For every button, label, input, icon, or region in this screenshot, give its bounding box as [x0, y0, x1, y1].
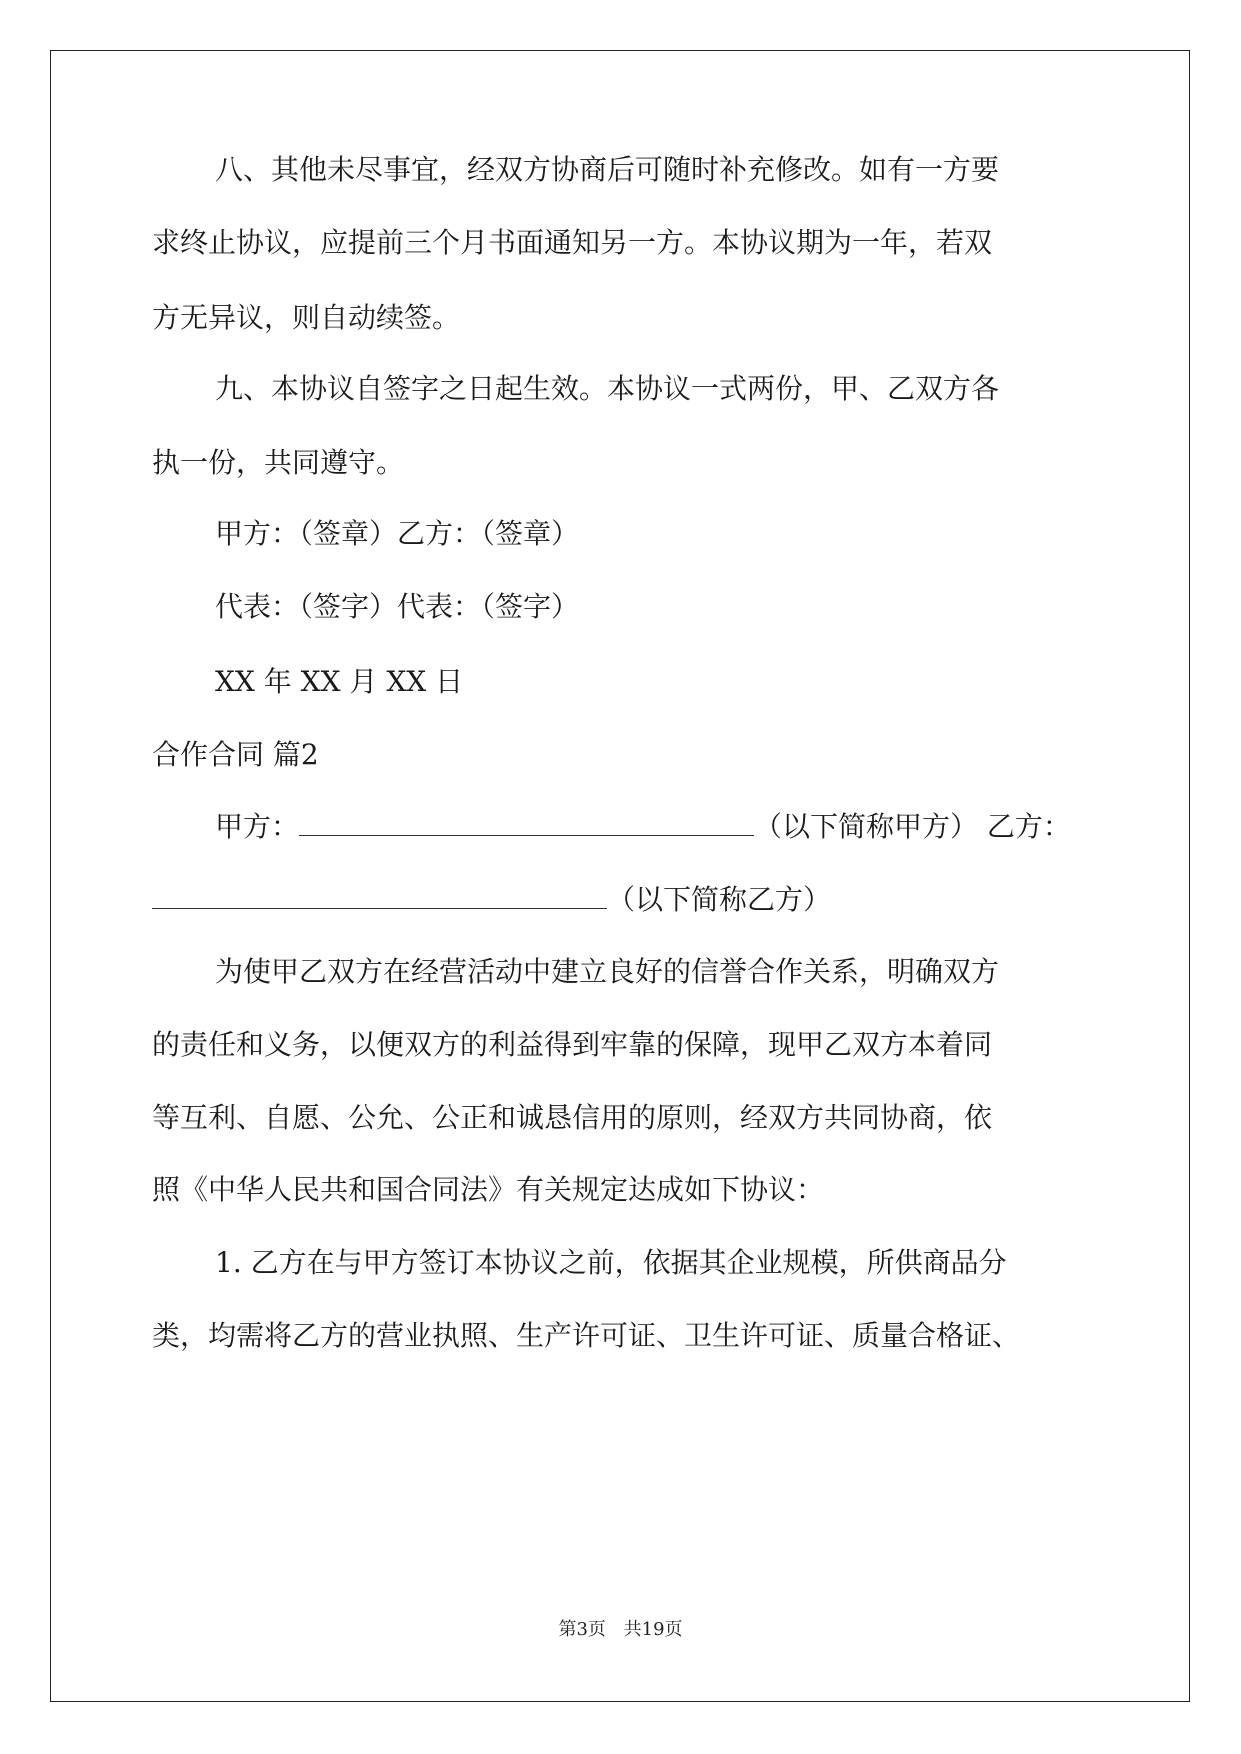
party-a-blank[interactable]: [299, 813, 754, 836]
party-a-line: [215, 807, 1071, 847]
paragraph-line: 等互利、自愿、公允、公正和诚恳信用的原则，经双方共同协商，依: [152, 1101, 993, 1134]
page-total: 共19页: [623, 1619, 683, 1640]
page-footer: [0, 1615, 1241, 1641]
page-number: 第3页: [558, 1619, 606, 1640]
paragraph-line: 的责任和义务，以便双方的利益得到牢靠的保障，现甲乙双方本着同: [152, 1028, 993, 1061]
paragraph-line: 执一份，共同遵守。: [152, 446, 405, 479]
paragraph-line: 求终止协议，应提前三个月书面通知另一方。本协议期为一年，若双: [152, 226, 993, 259]
paragraph-line: 九、本协议自签字之日起生效。本协议一式两份，甲、乙双方各: [215, 372, 1000, 405]
party-b-suffix: （以下简称乙方）: [607, 883, 832, 916]
signature-line: 甲方：（签章）乙方：（签章）: [215, 517, 580, 550]
party-b-line: [152, 880, 831, 920]
party-a-suffix: （以下简称甲方） 乙方：: [754, 810, 1071, 843]
paragraph-line: 类，均需将乙方的营业执照、生产许可证、卫生许可证、质量合格证、: [152, 1319, 1021, 1352]
date-line: XX 年 XX 月 XX 日: [215, 665, 464, 698]
party-b-blank[interactable]: [152, 886, 607, 909]
paragraph-line: 八、其他未尽事宜，经双方协商后可随时补充修改。如有一方要: [215, 153, 1000, 186]
paragraph-line: 为使甲乙双方在经营活动中建立良好的信誉合作关系，明确双方: [215, 955, 1000, 988]
paragraph-line: 1. 乙方在与甲方签订本协议之前，依据其企业规模，所供商品分: [215, 1246, 1007, 1279]
paragraph-line: 方无异议，则自动续签。: [152, 301, 461, 334]
section-heading: 合作合同 篇2: [152, 738, 319, 771]
signature-line: 代表：（签字）代表：（签字）: [215, 590, 580, 623]
paragraph-line: 照《中华人民共和国合同法》有关规定达成如下协议：: [152, 1173, 825, 1206]
party-a-label: 甲方：: [215, 810, 300, 843]
